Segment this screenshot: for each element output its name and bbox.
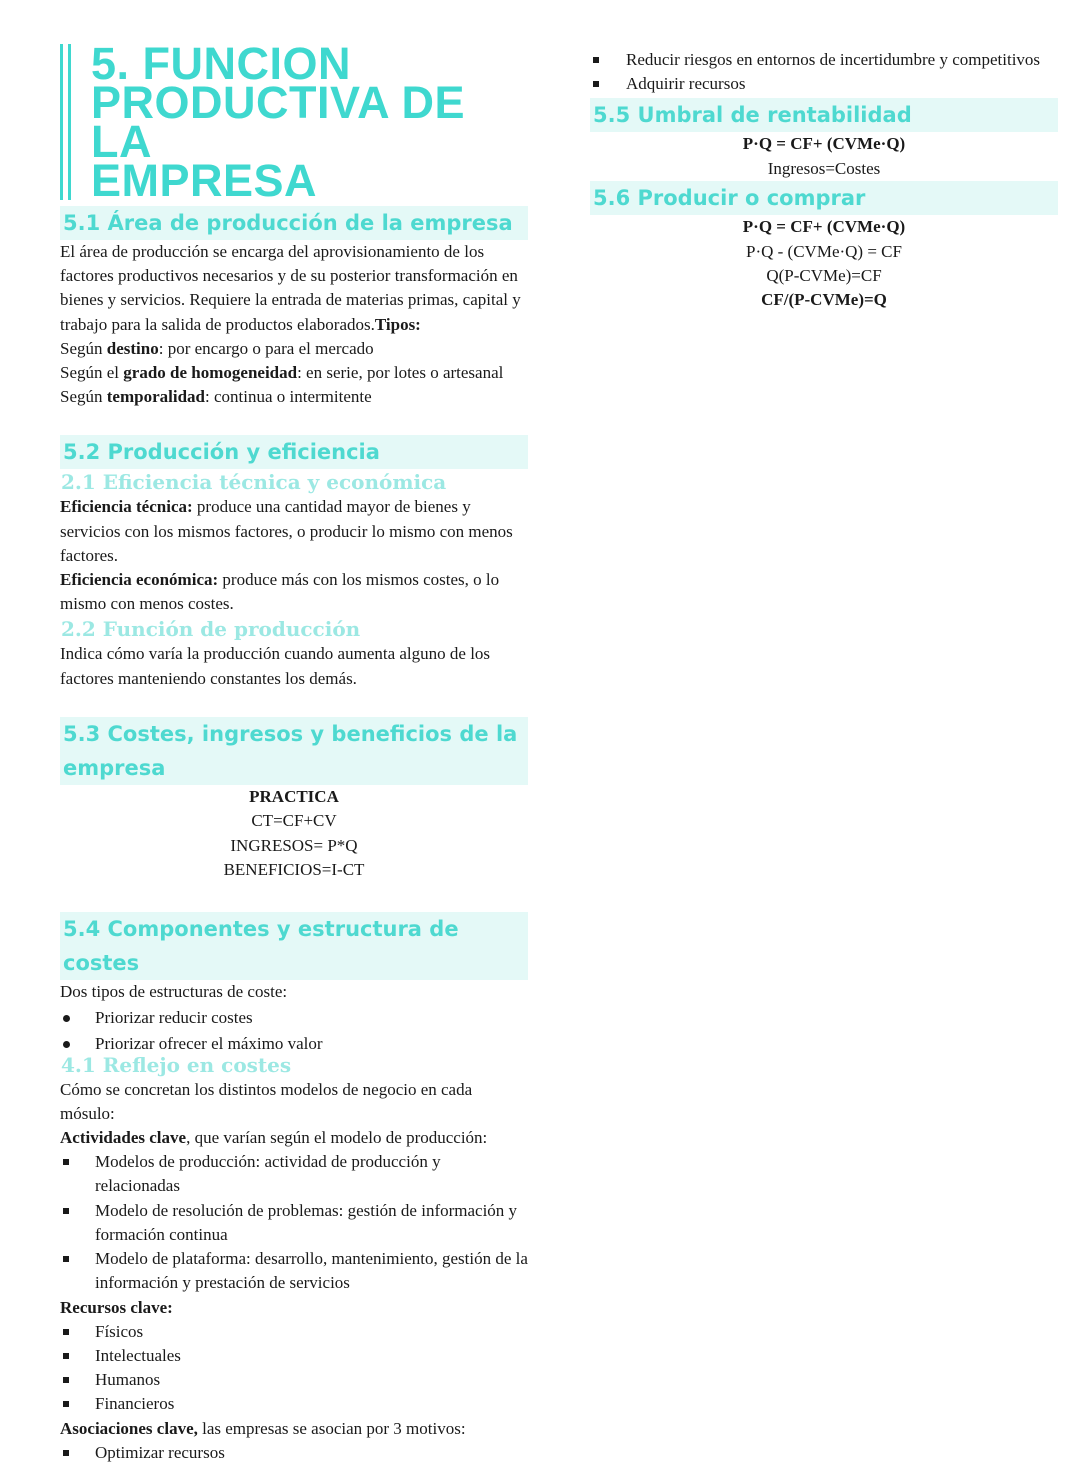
formula-2: P·Q - (CVMe·Q) = CF (746, 241, 902, 261)
subsection-2-1-heading: 2.1 Eficiencia técnica y económica (61, 470, 447, 495)
list-item: Priorizar reducir costes (60, 1005, 528, 1032)
practica-label: PRACTICA (249, 786, 339, 806)
subsection-2-2-heading: 2.2 Función de producción (61, 617, 361, 642)
tipo-temporalidad: Según temporalidad: continua o intermitente (60, 387, 372, 407)
list-item: Modelo de plataforma: desarrollo, mantenimiento, gestión de la información y prestación de servicios (60, 1247, 528, 1295)
tipo-destino: Según destino: por encargo o para el mercado (60, 338, 374, 358)
tipo-homogeneidad: Según el grado de homogeneidad: en serie, por lotes o artesanal (60, 363, 504, 383)
formula-ct: CT=CF+CV (251, 811, 337, 831)
section-5-3-heading: 5.3 Costes, ingresos y beneficios de la empresa (60, 717, 528, 785)
reflejo-text: Cómo se concretan los distintos modelos de negocio en cada mósulo: (60, 1079, 473, 1123)
list-item: Físicos (60, 1320, 528, 1344)
asociaciones-clave: Asociaciones clave, las empresas se asocian por 3 motivos: (60, 1418, 466, 1438)
left-column (60, 38, 528, 1465)
asociaciones-list-cont (590, 48, 1058, 96)
list-item: Priorizar ofrecer el máximo valor (60, 1031, 528, 1058)
list-item: Optimizar recursos (60, 1441, 528, 1465)
page-title (91, 38, 528, 206)
formula-ingresos: INGRESOS= P*Q (230, 835, 358, 855)
eficiencia-tecnica: Eficiencia técnica: produce una cantidad mayor de bienes y servicios con los mismos factores, o producir lo mismo con menos factores. (60, 497, 513, 565)
section-5-1-body (60, 240, 528, 337)
list-item: Intelectuales (60, 1344, 528, 1368)
title-line-2: PRODUCTIVA DE LA (91, 77, 466, 167)
estructuras-list (60, 1005, 528, 1058)
list-item: Adquirir recursos (590, 72, 1058, 96)
actividades-clave: Actividades clave, que varían según el modelo de producción: (60, 1128, 488, 1148)
eficiencia-economica: Eficiencia económica: produce más con los mismos costes, o lo mismo con menos costes. (60, 570, 500, 614)
right-column (590, 44, 1058, 313)
section-5-6-heading: 5.6 Producir o comprar (590, 181, 1058, 215)
funcion-produccion-text: Indica cómo varía la producción cuando aumenta alguno de los factores manteniendo constantes los demás. (60, 644, 491, 688)
estructuras-intro: Dos tipos de estructuras de coste: (60, 982, 288, 1002)
formula-4: CF/(P-CVMe)=Q (761, 290, 887, 310)
asociaciones-list (60, 1441, 528, 1465)
list-item: Humanos (60, 1368, 528, 1392)
recursos-list (60, 1320, 528, 1417)
formula-beneficios: BENEFICIOS=I-CT (223, 860, 365, 880)
section-5-2-heading: 5.2 Producción y eficiencia (60, 435, 528, 469)
recursos-clave: Recursos clave: (60, 1297, 173, 1317)
formulas-5-5 (590, 132, 1058, 181)
formula-1: P·Q = CF+ (CVMe·Q) (742, 217, 906, 237)
section-5-4-heading: 5.4 Componentes y estructura de costes (60, 912, 528, 980)
title-block (60, 38, 528, 206)
section-5-5-heading: 5.5 Umbral de rentabilidad (590, 98, 1058, 132)
formulas-5-6 (590, 215, 1058, 313)
list-item: Financieros (60, 1392, 528, 1416)
s51-text: El área de producción se encarga del aprovisionamiento de los factores productivos necesarios y de su posterior transformación en bienes y servicios. Requiere la entrada de materias primas, capital y trabajo para la salida de productos elaborados. (60, 242, 521, 334)
actividades-list (60, 1150, 528, 1295)
list-item: Reducir riesgos en entornos de incertidumbre y competitivos (590, 48, 1058, 72)
subsection-4-1-heading: 4.1 Reflejo en costes (61, 1052, 292, 1077)
formulas-5-3 (60, 785, 528, 883)
title-line-1: 5. FUNCION (91, 38, 352, 89)
formula-ingresos-costes: Ingresos=Costes (767, 158, 881, 178)
tipos-label: Tipos: (374, 314, 421, 334)
title-line-3: EMPRESA (91, 155, 318, 206)
list-item: Modelos de producción: actividad de producción y relacionadas (60, 1150, 528, 1198)
list-item: Modelo de resolución de problemas: gestión de información y formación continua (60, 1199, 528, 1247)
section-5-1-heading: 5.1 Área de producción de la empresa (60, 206, 528, 240)
formula-3: Q(P-CVMe)=CF (766, 266, 882, 286)
formula-umbral: P·Q = CF+ (CVMe·Q) (742, 134, 906, 154)
